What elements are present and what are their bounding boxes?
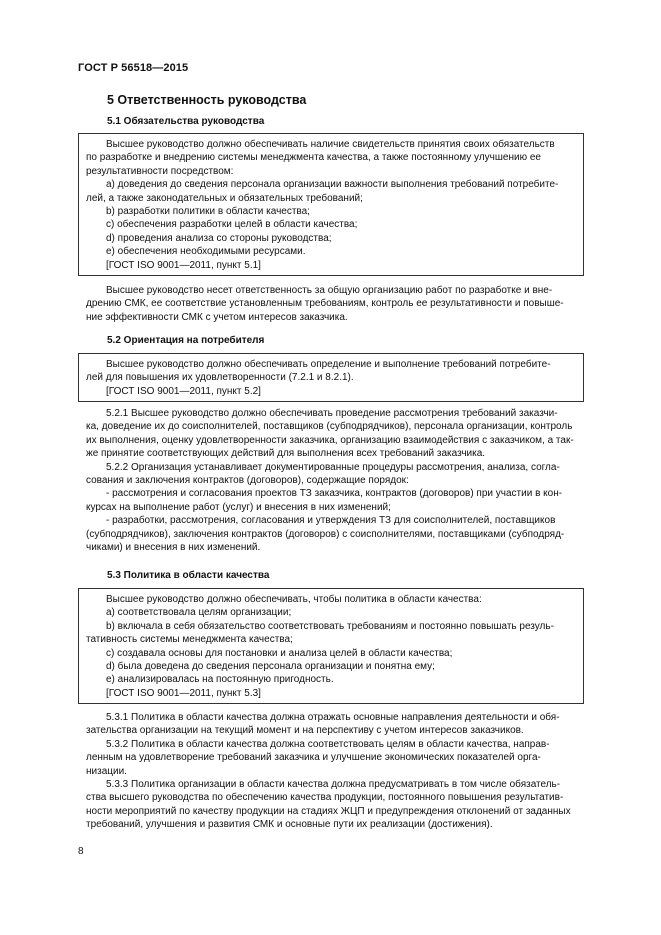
text-line: лей, а также законодательных и обязательных требований; xyxy=(86,192,363,204)
text-line: требований, улучшения и развития СМК и основные пути их реализации (достижения). xyxy=(86,819,493,831)
text-line: Высшее руководство должно обеспечивать определение и выполнение требований потребите- xyxy=(106,359,551,370)
paragraph-5-1 xyxy=(86,284,586,324)
text-line: 5.2.2 Организация устанавливает документированные процедуры рассмотрения, анализа, согла- xyxy=(106,461,560,473)
quote-text-5-1 xyxy=(79,134,583,275)
text-line: зательства организации на текущий момент и на перспективу с учетом интересов заказчиков. xyxy=(86,725,524,737)
text-line: результативности посредством: xyxy=(86,165,234,177)
text-line: e) обеспечения необходимыми ресурсами. xyxy=(106,246,306,258)
text-line: [ГОСТ ISO 9001—2011, пункт 5.2] xyxy=(106,385,261,397)
text-line: d) проведения анализа со стороны руководства; xyxy=(106,232,332,244)
subsection-title-5-3: 5.3 Политика в области качества xyxy=(107,570,270,581)
text-line: дрению СМК, ее соответствие установленным требованиям, контроль ее результативности и повыше- xyxy=(86,298,564,310)
text-line: [ГОСТ ISO 9001—2011, пункт 5.3] xyxy=(106,687,261,699)
text-line: 5.3.3 Политика организации в области качества должна предусматривать в том числе обязатель- xyxy=(106,779,561,791)
text-line: а) соответствовала целям организации; xyxy=(106,607,292,619)
section-title: 5 Ответственность руководства xyxy=(107,93,307,107)
text-line: Высшее руководство должно обеспечивать, чтобы политика в области качества: xyxy=(106,594,482,605)
quote-box-5-1 xyxy=(78,133,584,276)
quote-text-5-2 xyxy=(79,354,583,401)
text-line: Высшее руководство должно обеспечивать наличие свидетельств принятия своих обязательств xyxy=(106,139,555,150)
text-line: ка, доведение их до соисполнителей, поставщиков (субподрядчиков), персонала организации, контроль xyxy=(86,421,573,433)
subsection-title-5-1: 5.1 Обязательства руководства xyxy=(107,116,265,127)
text-line: b) разработки политики в области качества; xyxy=(106,206,310,218)
text-line: e) анализировалась на постоянную пригодность. xyxy=(106,674,334,686)
text-line: ности мероприятий по качеству продукции на стадиях ЖЦП и предупреждения отклонений от заданных xyxy=(86,805,571,817)
text-line: а) доведения до сведения персонала организации важности выполнения требований потребите- xyxy=(106,179,559,191)
text-line: низации. xyxy=(86,765,127,777)
text-line: ства высшего руководства по обеспечению качества продукции, постоянного повышения результатив- xyxy=(86,792,564,804)
text-line: чиками) и внесения в них изменений. xyxy=(86,542,261,554)
text-line: их выполнения, оценку удовлетворенности заказчика, организацию взаимодействия с заказчиком, а так- xyxy=(86,434,574,446)
text-line: курсах на выполнение работ (услуг) и внесения в них изменений; xyxy=(86,501,391,513)
text-line: d) была доведена до сведения персонала организации и понятна ему; xyxy=(106,661,435,673)
subsection-title-5-2: 5.2 Ориентация на потребителя xyxy=(107,335,265,346)
text-line: лей для повышения их удовлетворенности (7.2.1 и 8.2.1). xyxy=(86,372,354,384)
paragraphs-5-3 xyxy=(86,711,586,832)
text-line: c) создавала основы для постановки и анализа целей в области качества; xyxy=(106,647,453,659)
text-line: (субподрядчиков), заключения контрактов (договоров) с соисполнителями, поставщиками (субподряд- xyxy=(86,528,565,540)
text-line: - разработки, рассмотрения, согласования и утверждения ТЗ для соисполнителей, поставщиков xyxy=(106,515,556,527)
text-line: b) включала в себя обязательство соответствовать требованиям и постоянно повышать резуль- xyxy=(106,620,554,632)
text-line: ленным на удовлетворение требований заказчика и улучшение экономических показателей орга- xyxy=(86,752,541,764)
text-line: c) обеспечения разработки целей в области качества; xyxy=(106,219,358,231)
paragraphs-5-2 xyxy=(86,407,586,554)
quote-text-5-3 xyxy=(79,589,583,703)
text-line: - рассмотрения и согласования проектов ТЗ заказчика, контрактов (договоров) при участии в кон- xyxy=(106,488,563,500)
text-line: сования и заключения контрактов (договоров), содержащие порядок: xyxy=(86,475,409,487)
quote-box-5-2 xyxy=(78,353,584,402)
text-line: Высшее руководство несет ответственность за общую организацию работ по разработке и вне- xyxy=(106,285,553,296)
text-line: 5.3.2 Политика в области качества должна соответствовать целям в области качества, направ- xyxy=(106,738,550,750)
text-line: [ГОСТ ISO 9001—2011, пункт 5.1] xyxy=(106,259,261,271)
text-line: тативность системы менеджмента качества; xyxy=(86,634,293,646)
text-line: 5.3.1 Политика в области качества должна отражать основные направления деятельности и обя- xyxy=(106,712,560,723)
page-number: 8 xyxy=(78,846,84,857)
text-line: ние эффективности СМК с учетом интересов заказчика. xyxy=(86,311,348,323)
text-line: 5.2.1 Высшее руководство должно обеспечивать проведение рассмотрения требований заказчи- xyxy=(106,408,558,419)
text-line: по разработке и внедрению системы менеджмента качества, а также постоянному улучшению ее xyxy=(86,152,541,164)
document-header: ГОСТ Р 56518—2015 xyxy=(78,62,189,74)
text-line: же принятие соответствующих действий для выполнения всех требований заказчика. xyxy=(86,448,486,460)
quote-box-5-3 xyxy=(78,588,584,704)
